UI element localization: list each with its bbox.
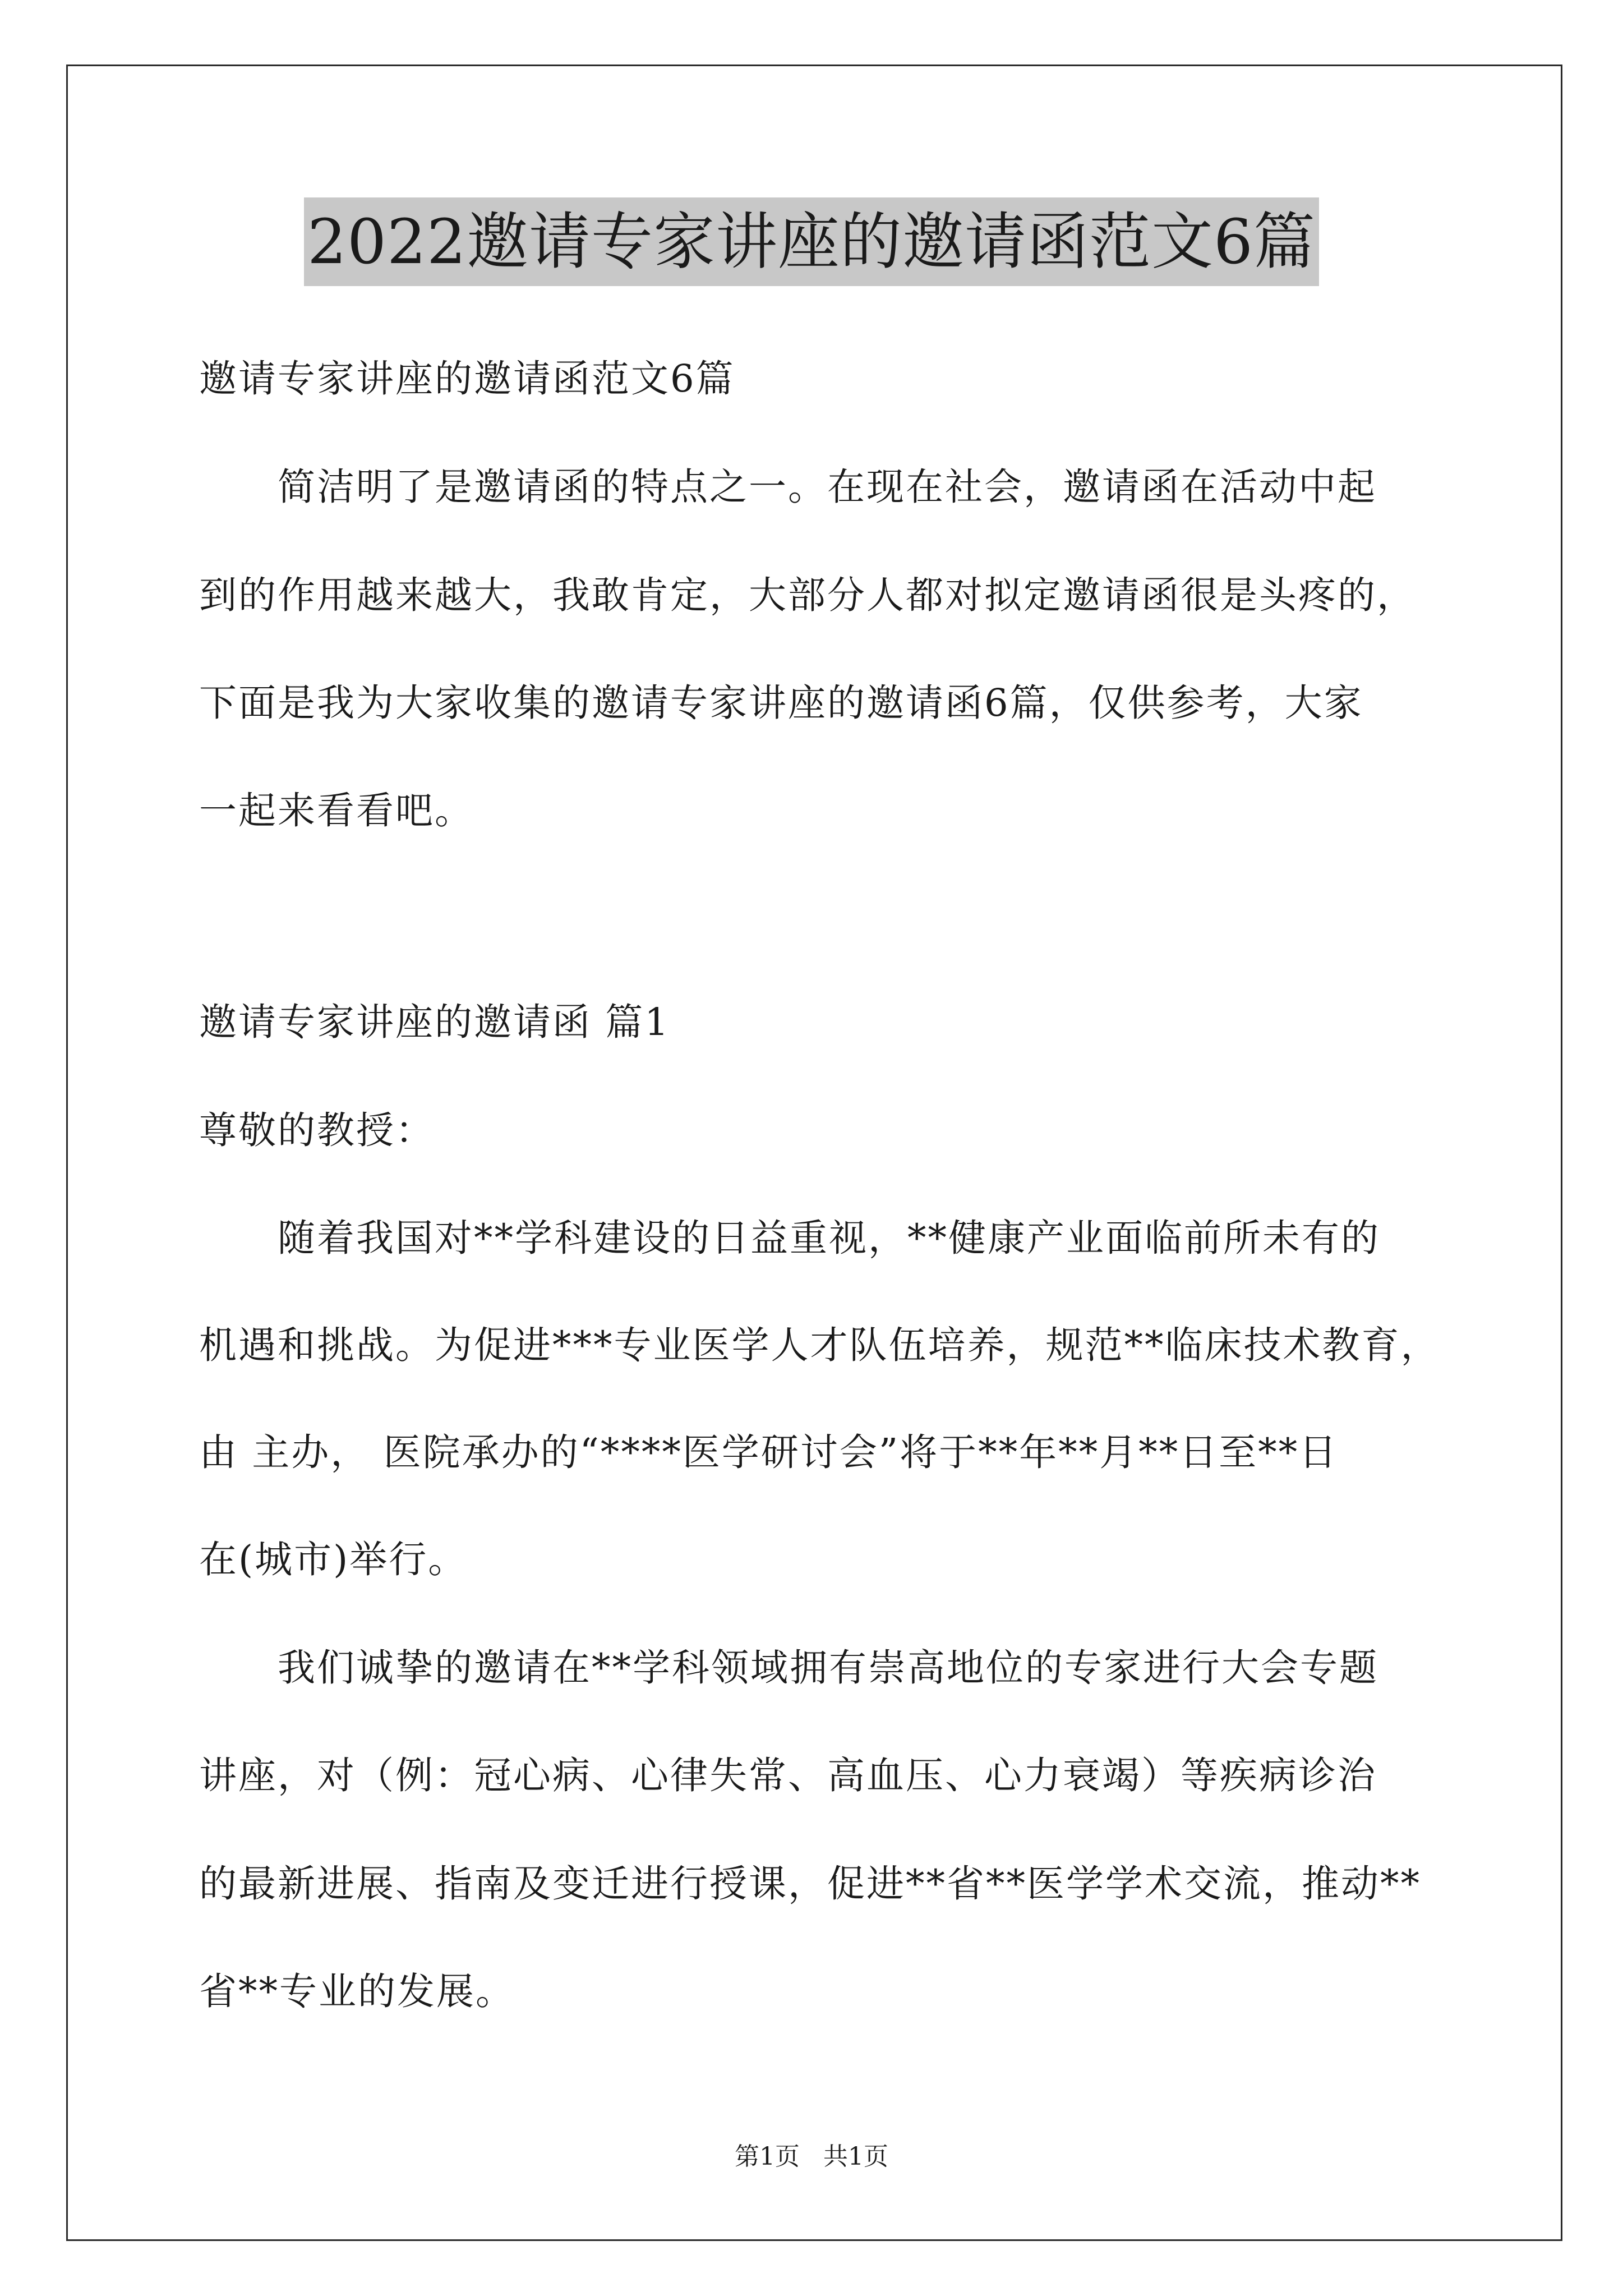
body-line[interactable]: 由 主办， 医院承办的“****医学研讨会”将于**年**月**日至**日	[199, 1430, 1339, 1474]
page-footer: 第1页 共1页	[735, 2142, 888, 2171]
body-line[interactable]: 省**专业的发展。	[199, 1970, 515, 2013]
intro-line[interactable]: 下面是我为大家收集的邀请专家讲座的邀请函6篇，仅供参考，大家	[199, 681, 1363, 725]
subtitle[interactable]: 邀请专家讲座的邀请函范文6篇	[199, 357, 735, 401]
intro-line[interactable]: 一起来看看吧。	[199, 789, 474, 832]
body-line[interactable]: 我们诚挚的邀请在**学科领域拥有崇高地位的专家进行大会专题	[199, 1646, 1378, 1690]
salutation[interactable]: 尊敬的教授：	[199, 1108, 435, 1152]
body-line[interactable]: 机遇和挑战。为促进***专业医学人才队伍培养，规范**临床技术教育，	[199, 1323, 1440, 1367]
intro-line[interactable]: 到的作用越来越大，我敢肯定，大部分人都对拟定邀请函很是头疼的，	[199, 573, 1416, 617]
body-line[interactable]: 随着我国对**学科建设的日益重视，**健康产业面临前所未有的	[199, 1216, 1380, 1260]
body-line[interactable]: 讲座，对（例：冠心病、心律失常、高血压、心力衰竭）等疾病诊治	[199, 1754, 1377, 1797]
section-heading[interactable]: 邀请专家讲座的邀请函 篇1	[199, 1000, 670, 1044]
document-title[interactable]: 2022邀请专家讲座的邀请函范文6篇	[304, 197, 1319, 286]
title-container	[0, 197, 1623, 286]
body-line[interactable]: 的最新进展、指南及变迁进行授课，促进**省**医学学术交流，推动**	[199, 1862, 1421, 1906]
body-line[interactable]: 在(城市)举行。	[199, 1538, 468, 1581]
intro-line[interactable]: 简洁明了是邀请函的特点之一。在现在社会，邀请函在活动中起	[199, 465, 1377, 509]
